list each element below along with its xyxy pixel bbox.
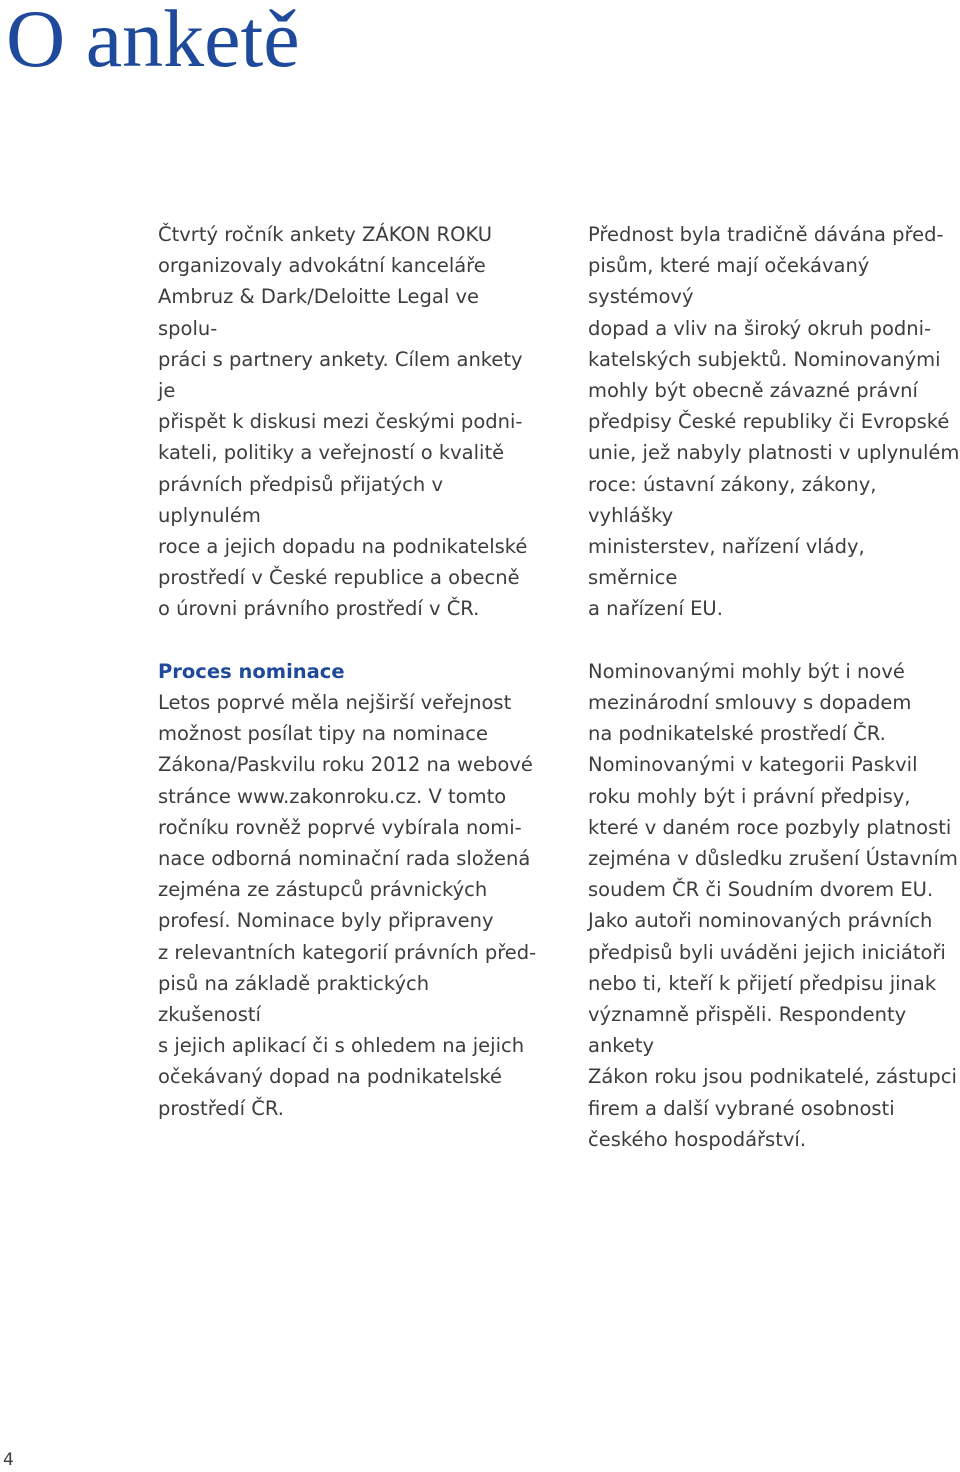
priority-paragraph: Přednost byla tradičně dávána před- pisům, které mají očekávaný systémový dopad a vliv na široký okruh podni- katelských subjektů. Nominovanými mohly být obecně závazné právní předpisy České republiky či Evropské unie, jež nabyly platnosti v uplynulém roce: ústavní zákony, zákony, vyhlášky ministerstev, nařízení vlády, směrnice a nařízení EU. — [588, 223, 960, 621]
nominees-paragraph: Nominovanými mohly být i nové mezinárodní smlouvy s dopadem na podnikatelské prostředí ČR. Nominovanými v kategorii Paskvil roku mohly být i právní předpisy, které v daném roce pozbyly platnosti zejména v důsledku zrušení Ústavním soudem ČR či Soudním dvorem EU. Jako autoři nominovaných právních předpisů byli uváděni jejich iniciátoři nebo ti, kteří k přijetí předpisu jinak významně přispěli. Respondenty ankety Zákon roku jsou podnikatelé, zástupci firem a další vybrané osobnosti českého hospodářství. — [588, 659, 958, 1151]
left-column — [158, 219, 538, 1124]
process-paragraph: Letos poprvé měla nejširší veřejnost možnost posílat tipy na nominace Zákona/Paskvilu roku 2012 na webové stránce www.zakonroku.cz. V tomto ročníku rovněž poprvé vybírala nomi- nace odborná nominační rada složená zejména ze zástupců právnických profesí. Nominace byly připraveny z relevantních kategorií právních před- pisů na základě praktických zkušeností s jejich aplikací či s ohledem na jejich očekávaný dopad na podnikatelské prostředí ČR. — [158, 691, 537, 1120]
paragraph-spacer — [588, 625, 960, 656]
right-column — [588, 219, 960, 1155]
paragraph-spacer — [158, 625, 538, 656]
page-title: O anketě — [6, 0, 300, 84]
page-number: 4 — [3, 1450, 14, 1470]
intro-paragraph: Čtvrtý ročník ankety ZÁKON ROKU organizovaly advokátní kanceláře Ambruz & Dark/Deloitte Legal ve spolu- práci s partnery ankety. Cílem ankety je přispět k diskusi mezi českými podni- kateli, politiky a veřejností o kvalitě právních předpisů přijatých v uplynulém roce a jejich dopadu na podnikatelské prostředí v České republice a obecně o úrovni právního prostředí v ČR. — [158, 223, 528, 621]
section-heading-proces-nominace: Proces nominace — [158, 659, 345, 683]
